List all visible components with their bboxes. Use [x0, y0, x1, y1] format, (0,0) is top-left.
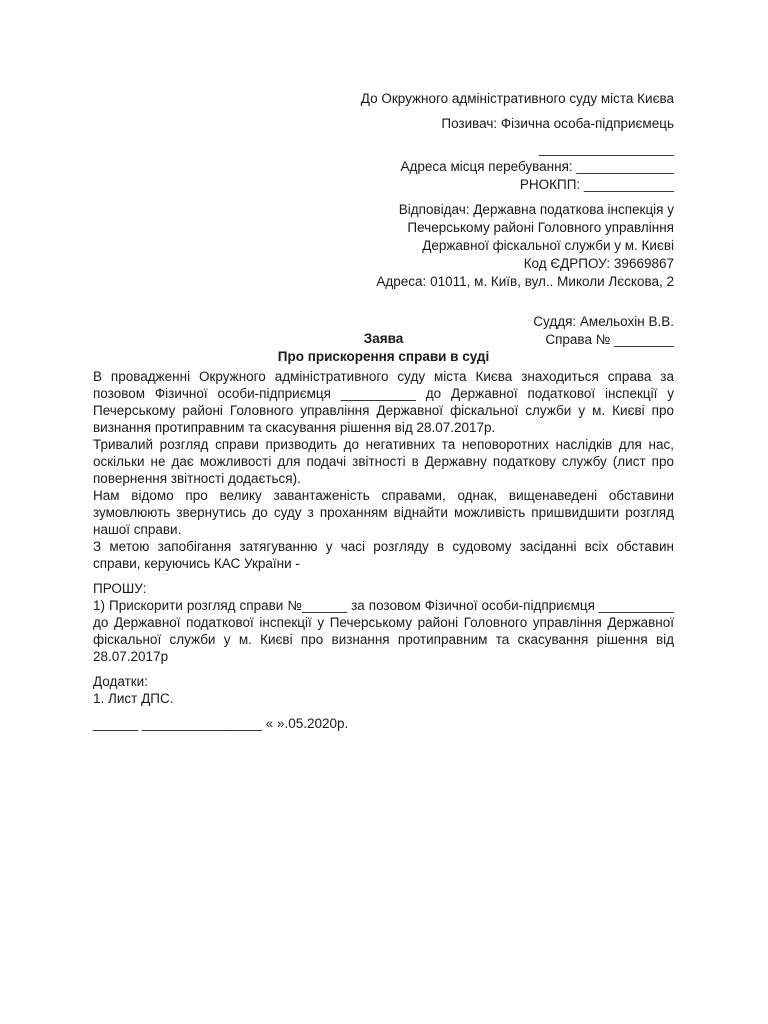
plaintiff-line: Позивач: Фізична особа-підприємець: [441, 116, 674, 131]
document-title: [93, 330, 674, 366]
defendant-line-3: Державної фіскальної служби у м. Києві: [422, 238, 674, 253]
attachment-item-1: 1. Лист ДПС.: [93, 691, 174, 706]
title-subtitle: Про прискорення справи в суді: [277, 349, 490, 364]
request-item-1: 1) Прискорити розгляд справи №______ за позовом Фізичної особи-підприємця __________ до Державної податкової інспекції у Печерському районі Головного управління Державної фіскальної служби у м. Києві про визнання протиправним та скасування рішення від 28.07.2017р: [93, 598, 674, 664]
rnokpp-line: РНОКПП: ____________: [519, 177, 674, 192]
address-line: Адреса місця перебування: _____________: [400, 159, 674, 174]
paragraph-2: Тривалий розгляд справи призводить до негативних та неповоротних наслідків для нас, оскільки не дає можливості для подачі звітності в Державну податкову службу (лист про повернення звітності додається).: [93, 437, 674, 486]
defendant-line-2: Печерському районі Головного управління: [407, 220, 674, 235]
defendant-line-1: Відповідач: Державна податкова інспекція у: [398, 202, 674, 217]
document-header: [254, 90, 674, 349]
attachments-heading: Додатки:: [93, 674, 148, 689]
judge-line: Суддя: Амельохін В.В.: [533, 314, 674, 329]
paragraph-1: В провадженні Окружного адміністративного суду міста Києва знаходиться справа за позовом Фізичної особи-підприємця __________ до Державної податкової інспекції у Печерському районі Головного управління Державної фіскальної служби у м. Києві про визнання протиправним та скасування рішення від 28.07.2017р.: [93, 369, 674, 435]
edrpou-line: Код ЄДРПОУ: 39669867: [523, 256, 674, 271]
plaintiff-blank: __________________: [538, 141, 674, 156]
request-heading: ПРОШУ:: [93, 581, 147, 596]
document-body: [93, 368, 674, 732]
case-number-line: Справа № ________: [545, 332, 674, 347]
court-addressee: До Окружного адміністративного суду міста Києва: [360, 91, 674, 106]
paragraph-4: З метою запобігання затягуванню у часі розгляду в судовому засіданні всіх обставин справи, керуючись КАС України -: [93, 539, 674, 571]
signature-line: ______ ________________ « ».05.2020р.: [93, 716, 349, 731]
defendant-address-line: Адреса: 01011, м. Київ, вул.. Миколи Лєскова, 2: [376, 274, 674, 289]
title-main: Заява: [363, 331, 404, 346]
paragraph-3: Нам відомо про велику завантаженість справами, однак, вищенаведені обставини зумовлюють звернутись до суду з проханням віднайти можливість пришвидшити розгляд нашої справи.: [93, 488, 674, 537]
